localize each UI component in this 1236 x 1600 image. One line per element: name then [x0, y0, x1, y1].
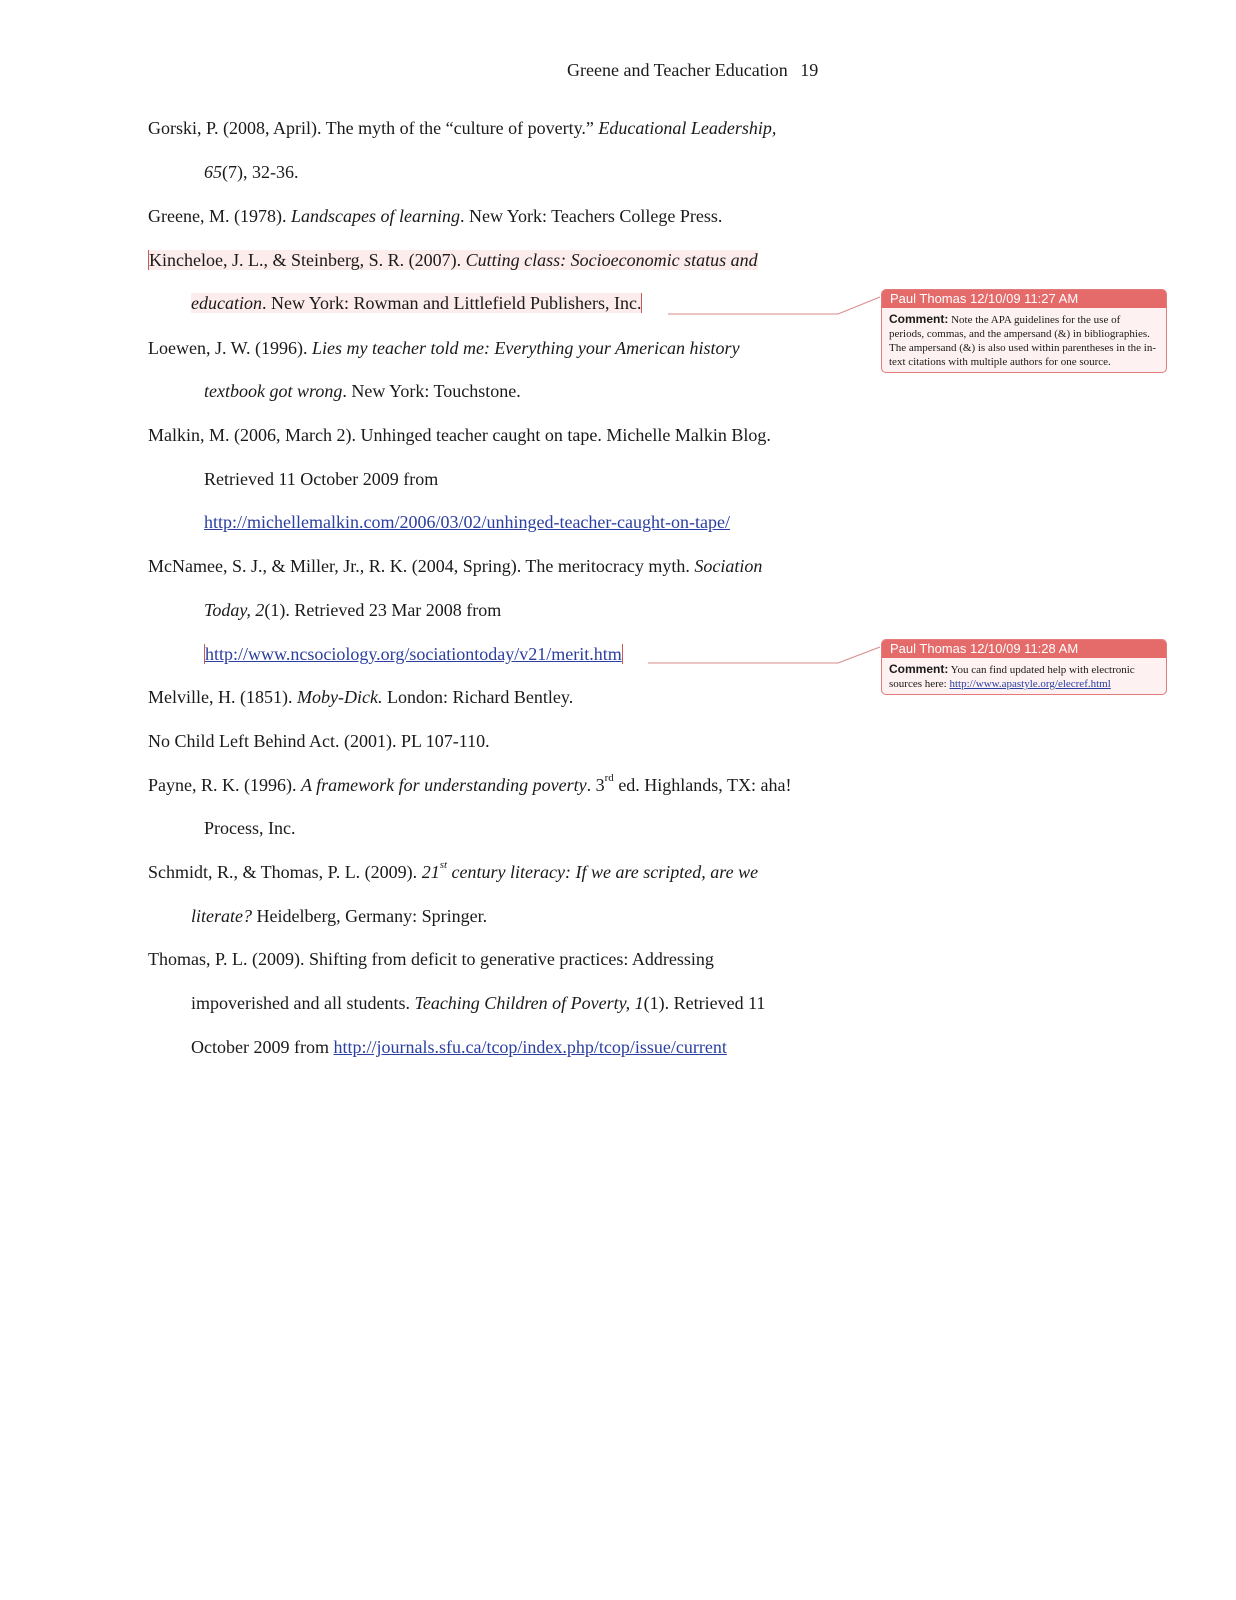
- comment-1-connector: [668, 297, 880, 314]
- reference-payne-cont: Process, Inc.: [204, 818, 296, 838]
- page-number: 19: [800, 60, 819, 80]
- reference-gorski: Gorski, P. (2008, April). The myth of the “culture of poverty.” Educational Leadership,: [148, 118, 777, 138]
- running-head: [567, 60, 818, 81]
- reference-schmidt: Schmidt, R., & Thomas, P. L. (2009). 21st century literacy: If we are scripted, are we: [148, 859, 759, 882]
- comment-balloon-1[interactable]: [881, 289, 1167, 373]
- reference-loewen: Loewen, J. W. (1996). Lies my teacher told me: Everything your American history: [148, 338, 740, 358]
- mcnamee-url-link[interactable]: http://www.ncsociology.org/sociationtoday/v21/merit.htm: [205, 644, 622, 664]
- commented-link[interactable]: [204, 644, 623, 664]
- malkin-url-link[interactable]: http://michellemalkin.com/2006/03/02/unhinged-teacher-caught-on-tape/: [204, 512, 730, 532]
- comment-2-text: You can find updated help with electronic sources here:: [889, 664, 1135, 690]
- comment-balloon-2[interactable]: [881, 639, 1167, 695]
- reference-mcnamee: McNamee, S. J., & Miller, Jr., R. K. (2004, Spring). The meritocracy myth. Sociation: [148, 556, 763, 576]
- comment-1-body: [882, 308, 1166, 372]
- comment-2-label: Comment:: [889, 662, 949, 676]
- comment-2-header: Paul Thomas 12/10/09 11:28 AM: [882, 640, 1166, 658]
- reference-kincheloe[interactable]: [148, 249, 758, 271]
- comment-2-link[interactable]: http://www.apastyle.org/elecref.html: [949, 678, 1111, 690]
- reference-payne: Payne, R. K. (1996). A framework for understanding poverty. 3rd ed. Highlands, TX: aha!: [148, 772, 792, 795]
- reference-malkin-cont: Retrieved 11 October 2009 from: [204, 469, 439, 489]
- commented-text-start[interactable]: Kincheloe, J. L., & Steinberg, S. R. (2007). Cutting class: Socioeconomic status and: [149, 250, 758, 270]
- reference-loewen-cont: textbook got wrong. New York: Touchstone.: [204, 381, 521, 401]
- comment-1-header: Paul Thomas 12/10/09 11:27 AM: [882, 290, 1166, 308]
- reference-malkin-url-line: [204, 511, 730, 533]
- reference-gorski-cont: 65(7), 32-36.: [204, 162, 299, 182]
- reference-thomas-cont: impoverished and all students. Teaching Children of Poverty, 1(1). Retrieved 11: [191, 993, 766, 1013]
- thomas-url-link[interactable]: http://journals.sfu.ca/tcop/index.php/tcop/issue/current: [333, 1037, 727, 1057]
- reference-mcnamee-url-line: [204, 643, 623, 665]
- reference-thomas: Thomas, P. L. (2009). Shifting from deficit to generative practices: Addressing: [148, 949, 714, 969]
- reference-melville: Melville, H. (1851). Moby-Dick. London: Richard Bentley.: [148, 687, 574, 707]
- comment-1-label: Comment:: [889, 312, 949, 326]
- reference-thomas-url-line: October 2009 from http://journals.sfu.ca/tcop/index.php/tcop/issue/current: [191, 1037, 727, 1057]
- comment-2-connector: [648, 647, 880, 663]
- comment-1-text: Note the APA guidelines for the use of periods, commas, and the ampersand (&) in bibliographies. The ampersand (&) is also used within parentheses in the in-text citations with multiple authors for one source.: [889, 314, 1156, 368]
- reference-greene: Greene, M. (1978). Landscapes of learning. New York: Teachers College Press.: [148, 206, 723, 226]
- reference-kincheloe-cont[interactable]: [191, 292, 642, 314]
- commented-text-end[interactable]: education. New York: Rowman and Littlefield Publishers, Inc.: [191, 293, 642, 313]
- running-head-title: Greene and Teacher Education: [567, 60, 788, 80]
- reference-mcnamee-cont: Today, 2(1). Retrieved 23 Mar 2008 from: [204, 600, 502, 620]
- reference-nclb: No Child Left Behind Act. (2001). PL 107-110.: [148, 731, 490, 751]
- comment-2-body: [882, 658, 1166, 694]
- reference-schmidt-cont: literate? Heidelberg, Germany: Springer.: [191, 906, 488, 926]
- reference-malkin: Malkin, M. (2006, March 2). Unhinged teacher caught on tape. Michelle Malkin Blog.: [148, 425, 771, 445]
